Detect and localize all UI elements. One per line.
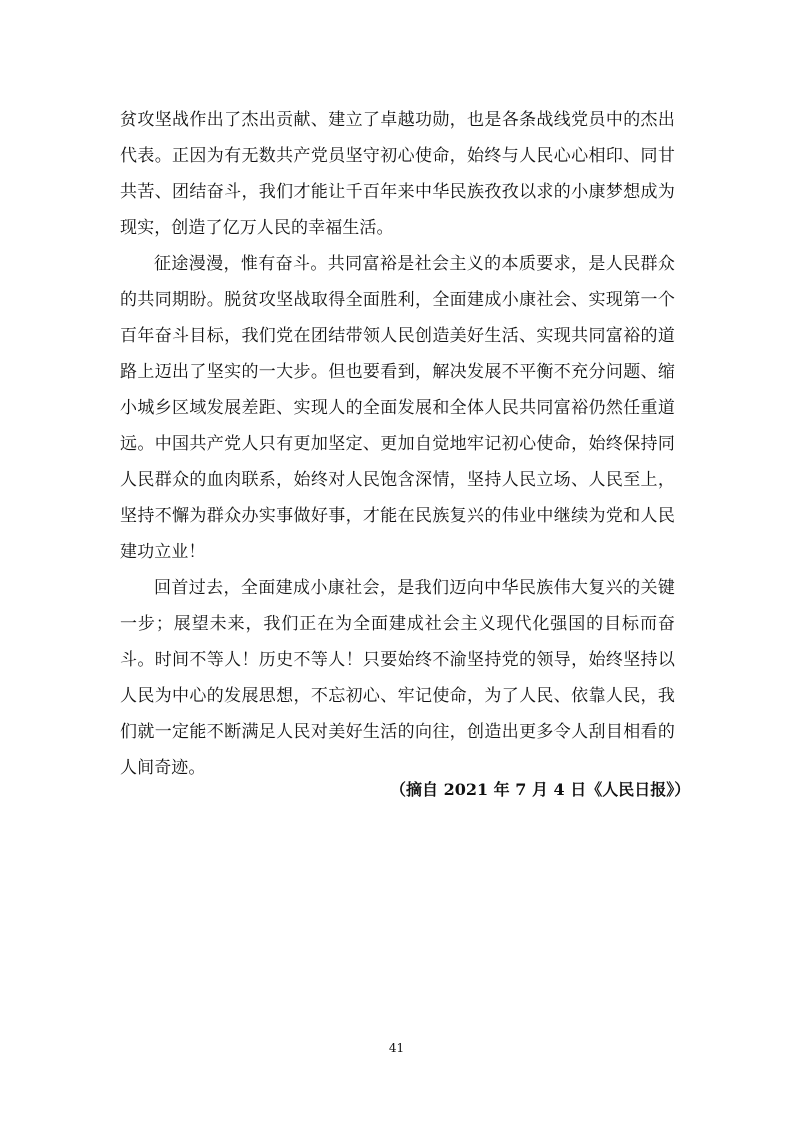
paragraph-looking-forward: 回首过去，全面建成小康社会，是我们迈向中华民族伟大复兴的关键一步；展望未来，我们正在为全面建成社会主义现代化强国的目标而奋斗。时间不等人！历史不等人！只要始终不渝坚持党的领导，始终坚持以人民为中心的发展思想，不忘初心、牢记使命，为了人民、依靠人民，我们就一定能不断满足人民对美好生活的向往，创造出更多令人刮目相看的人间奇迹。 <box>120 578 675 778</box>
article-body <box>120 102 675 786</box>
paragraph-continued: 贫攻坚战作出了杰出贡献、建立了卓越功勋，也是各条战线党员中的杰出代表。正因为有无数共产党员坚守初心使命，始终与人民心心相印、同甘共苦、团结奋斗，我们才能让千百年来中华民族孜孜以求的小康梦想成为现实，创造了亿万人民的幸福生活。 <box>120 110 675 238</box>
page-number: 41 <box>388 1041 405 1055</box>
paragraph-common-prosperity: 征途漫漫，惟有奋斗。共同富裕是社会主义的本质要求，是人民群众的共同期盼。脱贫攻坚战取得全面胜利，全面建成小康社会、实现第一个百年奋斗目标，我们党在团结带领人民创造美好生活、实现共同富裕的道路上迈出了坚实的一大步。但也要看到，解决发展不平衡不充分问题、缩小城乡区域发展差距、实现人的全面发展和全体人民共同富裕仍然任重道远。中国共产党人只有更加坚定、更加自觉地牢记初心使命，始终保持同人民群众的血肉联系，始终对人民饱含深情，坚持人民立场、人民至上，坚持不懈为群众办实事做好事，才能在民族复兴的伟业中继续为党和人民建功立业！ <box>120 254 675 562</box>
source-citation: （摘自 2021 年 7 月 4 日《人民日报》） <box>390 780 691 799</box>
